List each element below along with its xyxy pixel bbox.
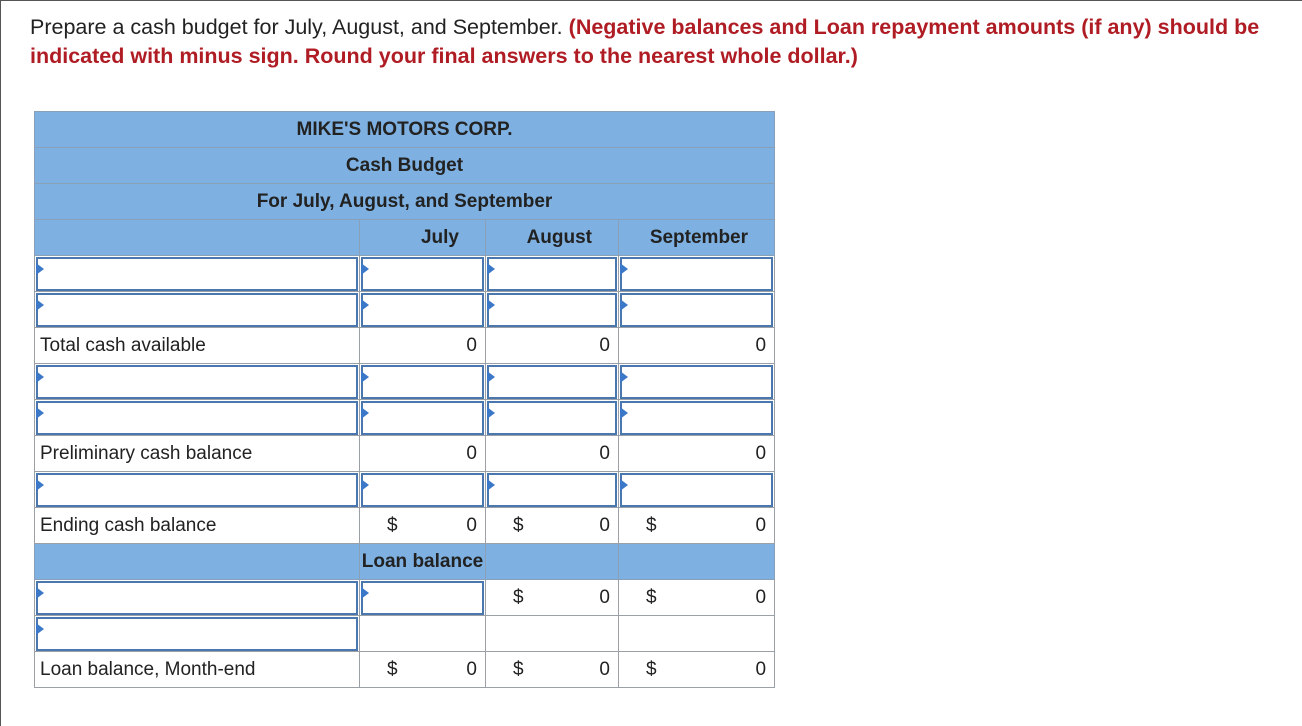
august-input-row2[interactable]	[487, 293, 617, 327]
loan-row1-august	[486, 580, 619, 616]
september-input-row2[interactable]	[620, 293, 773, 327]
loan-row2-september	[619, 616, 775, 652]
september-input-row3[interactable]	[620, 365, 773, 399]
column-header-july: July	[360, 220, 486, 256]
ending-cash-july-value: 0	[466, 514, 477, 536]
august-input-row4[interactable]	[487, 401, 617, 435]
label-input-row5[interactable]	[36, 473, 358, 507]
loan-balance-month-end-label: Loan balance, Month-end	[35, 652, 360, 688]
ending-cash-balance-july	[360, 508, 486, 544]
currency-symbol: $	[387, 658, 398, 680]
loan-month-end-august-value: 0	[599, 658, 610, 680]
preliminary-cash-balance-september: 0	[619, 436, 775, 472]
september-input-row1[interactable]	[620, 257, 773, 291]
total-cash-available-label: Total cash available	[35, 328, 360, 364]
loan-label-input-row2[interactable]	[36, 617, 358, 651]
loan-balance-month-end-august	[486, 652, 619, 688]
loan-row2-august	[486, 616, 619, 652]
loan-row1-september	[619, 580, 775, 616]
loan-month-end-july-value: 0	[466, 658, 477, 680]
budget-period: For July, August, and September	[35, 184, 775, 220]
column-header-blank	[35, 220, 360, 256]
loan-balance-header-text: Loan balance	[361, 550, 484, 572]
loan-label-input-row1[interactable]	[36, 581, 358, 615]
currency-symbol: $	[513, 658, 524, 680]
column-header-september: September	[619, 220, 775, 256]
total-cash-available-august: 0	[486, 328, 619, 364]
ending-cash-balance-label: Ending cash balance	[35, 508, 360, 544]
column-header-august: August	[486, 220, 619, 256]
loan-header-blank	[35, 544, 360, 580]
ending-cash-september-value: 0	[755, 514, 767, 536]
instructions-emphasis: (Negative balances and Loan repayment amounts (if any) should be indicated with minus sign. Round your final answers to the nearest whole dollar.)	[30, 15, 1260, 68]
total-cash-available-september: 0	[619, 328, 775, 364]
ending-cash-balance-august	[486, 508, 619, 544]
company-name: MIKE'S MOTORS CORP.	[35, 112, 775, 148]
august-input-row3[interactable]	[487, 365, 617, 399]
ending-cash-balance-september	[619, 508, 775, 544]
ending-cash-august-value: 0	[599, 514, 610, 536]
label-input-row1[interactable]	[36, 257, 358, 291]
august-input-row1[interactable]	[487, 257, 617, 291]
july-input-row2[interactable]	[361, 293, 484, 327]
loan-row2-july	[360, 616, 486, 652]
instructions-text: Prepare a cash budget for July, August, and September.	[30, 15, 563, 39]
july-input-row4[interactable]	[361, 401, 484, 435]
currency-symbol: $	[387, 514, 398, 536]
preliminary-cash-balance-august: 0	[486, 436, 619, 472]
loan-row1-august-value: 0	[599, 586, 610, 608]
september-input-row4[interactable]	[620, 401, 773, 435]
cash-budget-table	[34, 111, 775, 688]
currency-symbol: $	[646, 514, 657, 536]
loan-balance-month-end-september	[619, 652, 775, 688]
total-cash-available-july: 0	[360, 328, 486, 364]
currency-symbol: $	[646, 658, 657, 680]
loan-month-end-september-value: 0	[755, 658, 767, 680]
september-input-row5[interactable]	[620, 473, 773, 507]
loan-header-blank-august	[486, 544, 619, 580]
july-input-row3[interactable]	[361, 365, 484, 399]
july-input-row5[interactable]	[361, 473, 484, 507]
loan-balance-header	[360, 544, 486, 580]
currency-symbol: $	[513, 586, 524, 608]
currency-symbol: $	[646, 586, 657, 608]
loan-header-blank-september	[619, 544, 775, 580]
budget-title: Cash Budget	[35, 148, 775, 184]
instructions	[30, 13, 1298, 71]
currency-symbol: $	[513, 514, 524, 536]
label-input-row2[interactable]	[36, 293, 358, 327]
loan-row1-september-value: 0	[755, 586, 767, 608]
preliminary-cash-balance-july: 0	[360, 436, 486, 472]
preliminary-cash-balance-label: Preliminary cash balance	[35, 436, 360, 472]
august-input-row5[interactable]	[487, 473, 617, 507]
loan-balance-month-end-july	[360, 652, 486, 688]
label-input-row3[interactable]	[36, 365, 358, 399]
loan-july-input-row1[interactable]	[361, 581, 484, 615]
label-input-row4[interactable]	[36, 401, 358, 435]
july-input-row1[interactable]	[361, 257, 484, 291]
